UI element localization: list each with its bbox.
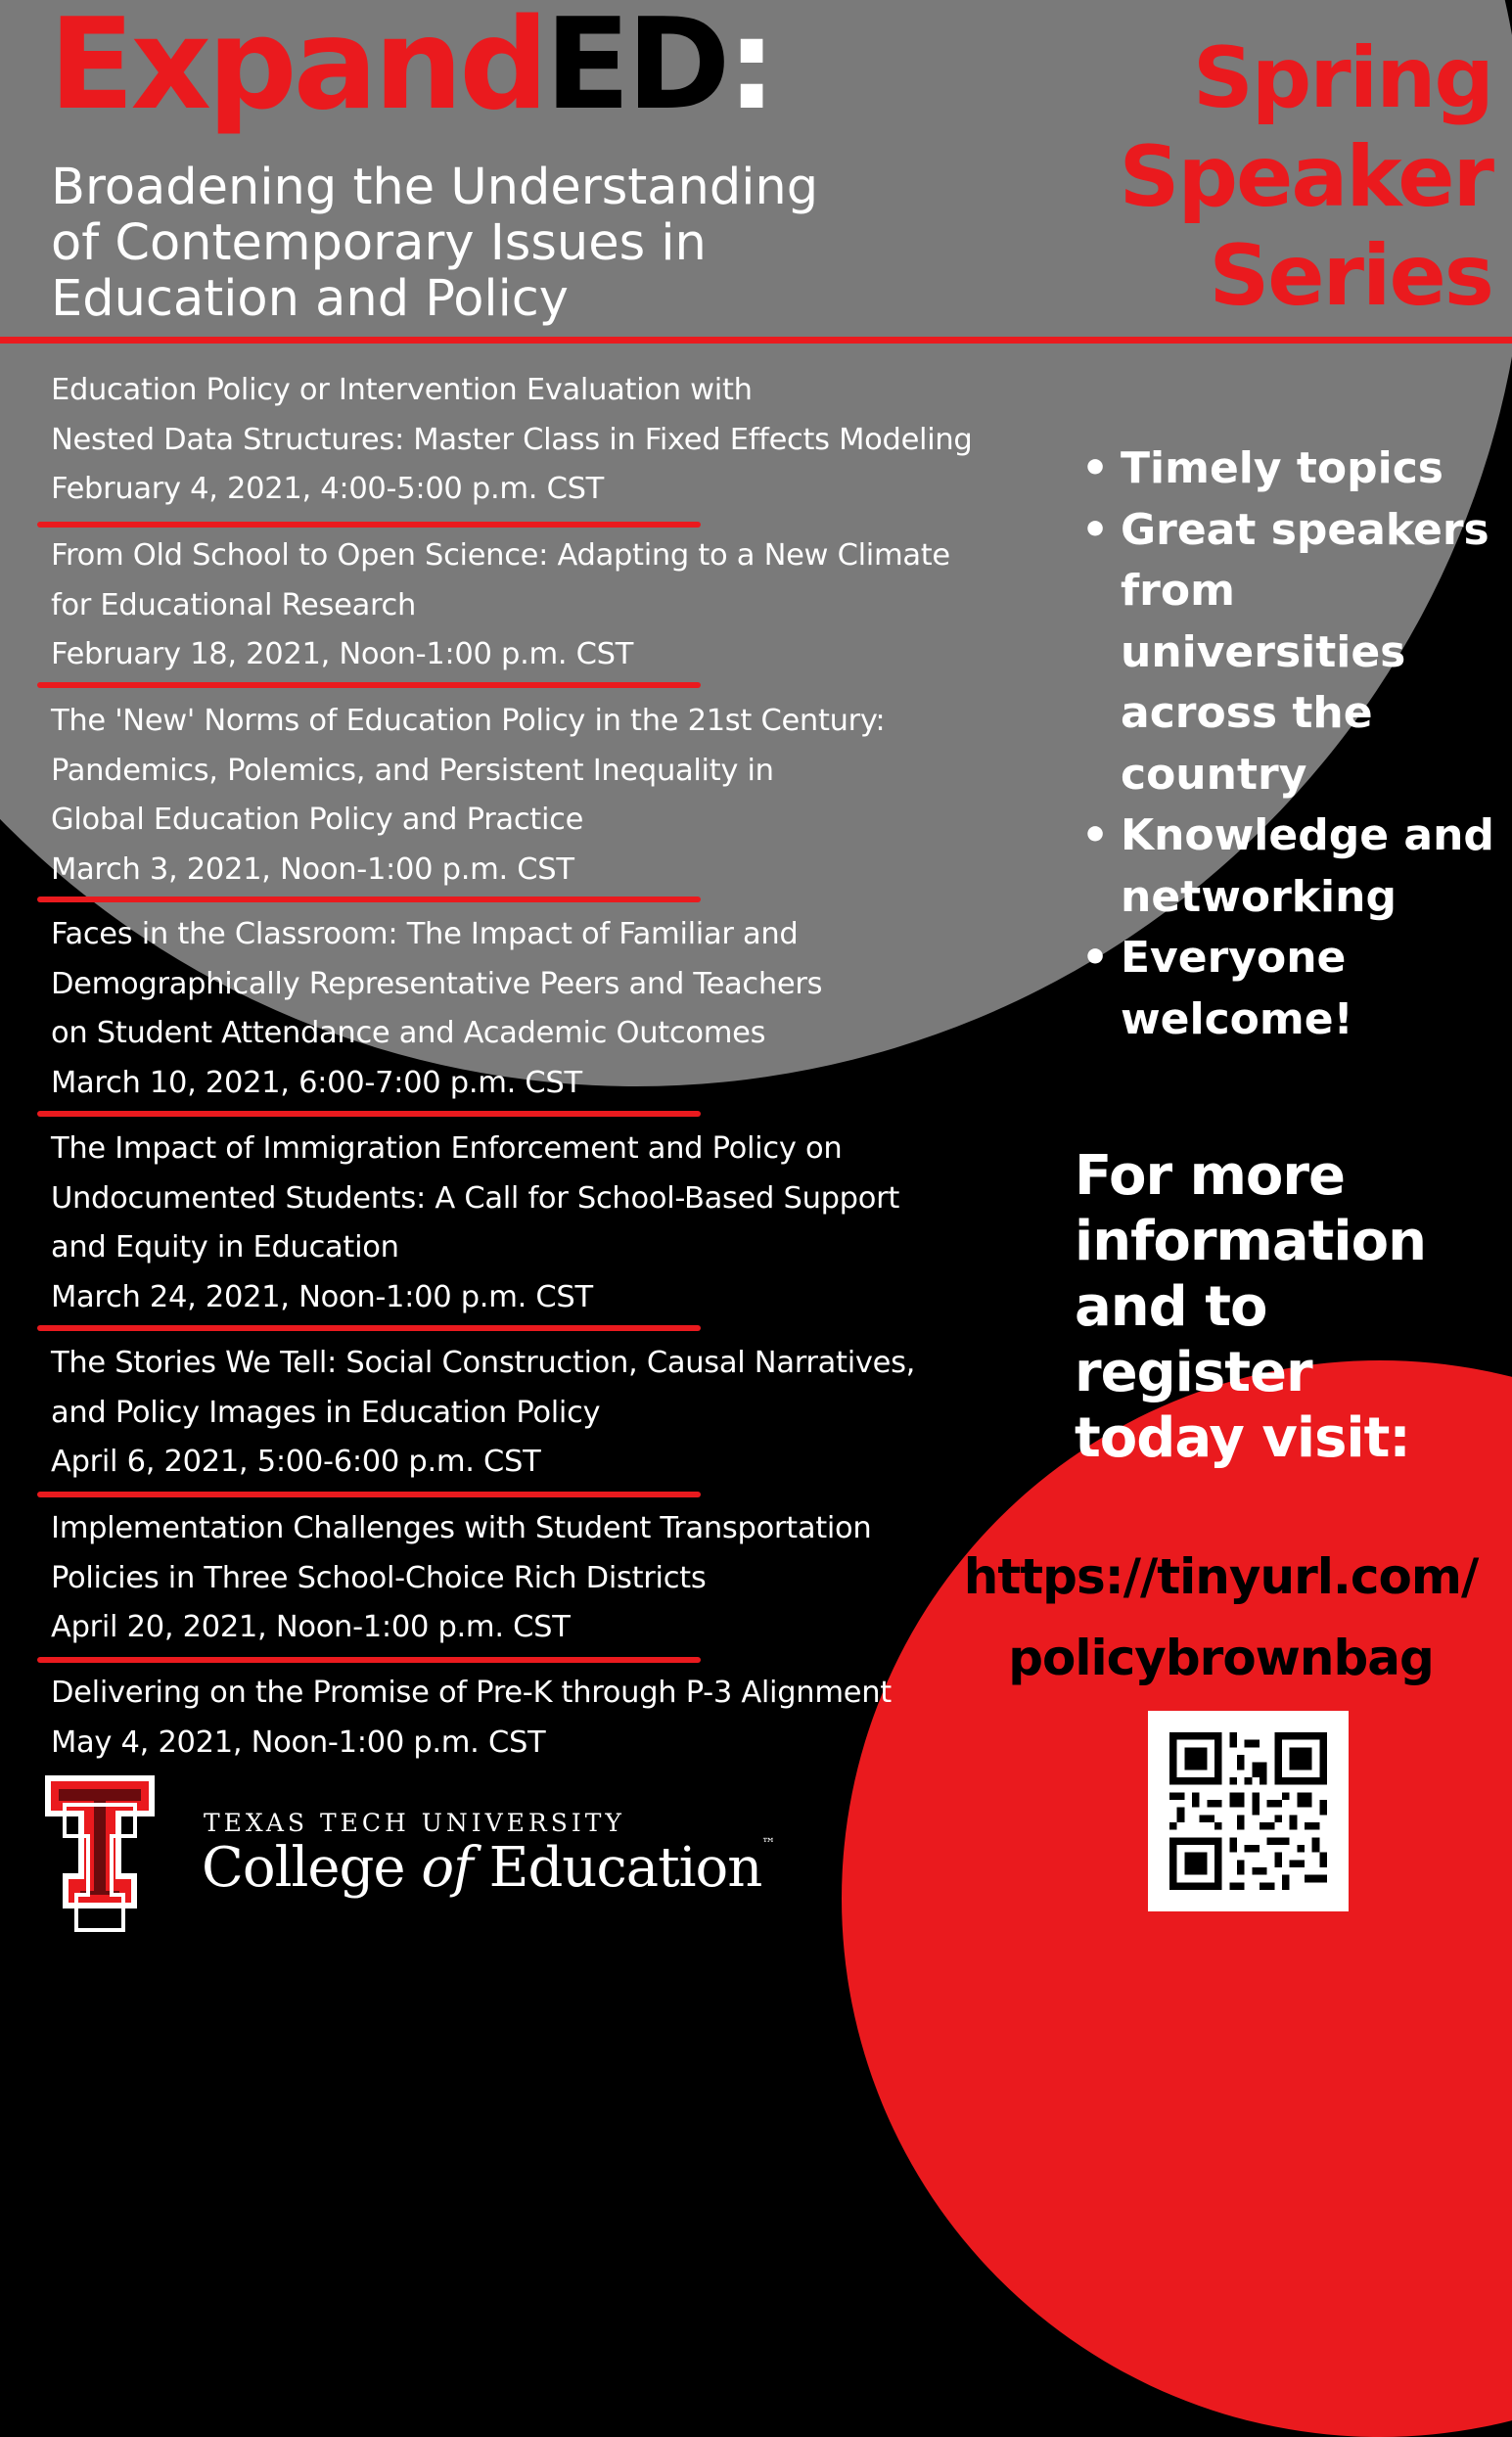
subtitle-line: Broadening the Understanding: [51, 159, 819, 216]
event-title-line: and Equity in Education: [51, 1230, 399, 1264]
series-title: [1003, 29, 1492, 326]
benefit-item: [1081, 438, 1512, 500]
event-item: [51, 910, 1059, 1108]
event-date: March 24, 2021, Noon-1:00 p.m. CST: [51, 1279, 593, 1314]
subtitle: [51, 160, 932, 327]
college-name-part: of: [421, 1836, 473, 1900]
event-title-line: and Policy Images in Education Policy: [51, 1395, 601, 1430]
event-item: [51, 1339, 1059, 1488]
benefit-line: Everyone: [1121, 933, 1347, 983]
event-divider: [37, 1657, 701, 1663]
event-title-line: Policies in Three School-Choice Rich Districts: [51, 1560, 707, 1595]
event-item: [51, 1504, 1059, 1653]
event-item: [51, 531, 1059, 680]
event-date: March 10, 2021, 6:00-7:00 p.m. CST: [51, 1065, 582, 1100]
event-divider: [37, 1111, 701, 1117]
cta-line: and to: [1075, 1275, 1267, 1339]
benefit-line: country: [1121, 749, 1307, 800]
benefit-line: Great speakers: [1121, 504, 1489, 555]
series-title-line: Series: [1209, 227, 1492, 325]
event-title-line: Demographically Representative Peers and Teachers: [51, 966, 823, 1001]
title-ed: ED: [544, 0, 727, 138]
event-title-line: Nested Data Structures: Master Class in Fixed Effects Modeling: [51, 422, 973, 457]
cta-line: information: [1075, 1210, 1426, 1273]
benefit-line: universities: [1121, 626, 1406, 677]
benefit-line: from: [1121, 566, 1235, 616]
benefit-line: welcome!: [1121, 993, 1353, 1044]
cta-line: today visit:: [1075, 1406, 1410, 1470]
event-title-line: Undocumented Students: A Call for School-Based Support: [51, 1180, 899, 1216]
cta-line: register: [1075, 1341, 1312, 1404]
qr-code-icon: [1169, 1732, 1327, 1890]
series-title-line: Spring: [1192, 29, 1492, 127]
registration-link[interactable]: [930, 1537, 1512, 1699]
bullet-icon: •: [1081, 933, 1110, 983]
event-title-line: From Old School to Open Science: Adapting to a New Climate: [51, 538, 950, 573]
event-title-line: The 'New' Norms of Education Policy in the 21st Century:: [51, 704, 886, 738]
event-title-line: Faces in the Classroom: The Impact of Familiar and: [51, 917, 799, 951]
page-title: [49, 0, 773, 138]
event-date: February 18, 2021, Noon-1:00 p.m. CST: [51, 637, 634, 671]
subtitle-line: Education and Policy: [51, 270, 569, 328]
event-date: March 3, 2021, Noon-1:00 p.m. CST: [51, 851, 574, 887]
college-name: [202, 1836, 775, 1900]
registration-link-line[interactable]: policybrownbag: [1008, 1630, 1434, 1686]
university-name: TEXAS TECH UNIVERSITY: [204, 1809, 625, 1837]
event-title-line: Implementation Challenges with Student Transportation: [51, 1511, 872, 1545]
event-item: [51, 1669, 1059, 1768]
qr-code[interactable]: [1148, 1711, 1349, 1911]
event-title-line: The Impact of Immigration Enforcement and Policy on: [51, 1131, 843, 1166]
bullet-icon: •: [1081, 504, 1110, 555]
event-divider: [37, 1325, 701, 1331]
event-title-line: Global Education Policy and Practice: [51, 803, 584, 837]
event-title-line: on Student Attendance and Academic Outcomes: [51, 1016, 766, 1050]
event-divider: [37, 1492, 701, 1497]
event-title-line: The Stories We Tell: Social Construction, Causal Narratives,: [51, 1346, 916, 1380]
event-title-line: Education Policy or Intervention Evaluation with: [51, 373, 753, 407]
title-expand: Expand: [49, 0, 545, 138]
event-date: February 4, 2021, 4:00-5:00 p.m. CST: [51, 472, 604, 506]
benefit-item: [1081, 500, 1512, 806]
benefit-line: networking: [1121, 871, 1397, 922]
event-divider: [37, 897, 701, 902]
college-name-part: College: [202, 1836, 422, 1900]
register-call-to-action: [1075, 1143, 1505, 1471]
bullet-icon: •: [1081, 443, 1110, 493]
title-colon: :: [726, 0, 773, 138]
benefit-line: Knowledge and: [1121, 810, 1494, 860]
event-title-line: for Educational Research: [51, 587, 417, 622]
event-title-line: Delivering on the Promise of Pre-K through P-3 Alignment: [51, 1676, 892, 1710]
event-divider: [37, 682, 701, 688]
event-date: April 20, 2021, Noon-1:00 p.m. CST: [51, 1610, 571, 1644]
event-item: [51, 697, 1059, 895]
trademark: ™: [761, 1836, 776, 1852]
event-date: May 4, 2021, Noon-1:00 p.m. CST: [51, 1724, 546, 1760]
benefits-list: [1081, 438, 1512, 1050]
benefit-line: across the: [1121, 688, 1373, 738]
college-name-part: Education: [472, 1836, 762, 1900]
subtitle-line: of Contemporary Issues in: [51, 214, 707, 272]
event-divider: [37, 522, 701, 528]
event-title-line: Pandemics, Polemics, and Persistent Inequality in: [51, 753, 774, 788]
bullet-icon: •: [1081, 810, 1110, 860]
header-divider: [0, 337, 1512, 344]
benefit-item: [1081, 805, 1512, 928]
event-item: [51, 1125, 1059, 1322]
double-t-logo-icon: [41, 1771, 159, 1938]
event-date: April 6, 2021, 5:00-6:00 p.m. CST: [51, 1445, 541, 1479]
cta-line: For more: [1075, 1144, 1345, 1208]
benefit-line: Timely topics: [1121, 443, 1443, 493]
registration-link-line[interactable]: https://tinyurl.com/: [963, 1548, 1479, 1605]
event-item: [51, 366, 1059, 515]
series-title-line: Speaker: [1119, 128, 1492, 226]
benefit-item: [1081, 928, 1512, 1050]
